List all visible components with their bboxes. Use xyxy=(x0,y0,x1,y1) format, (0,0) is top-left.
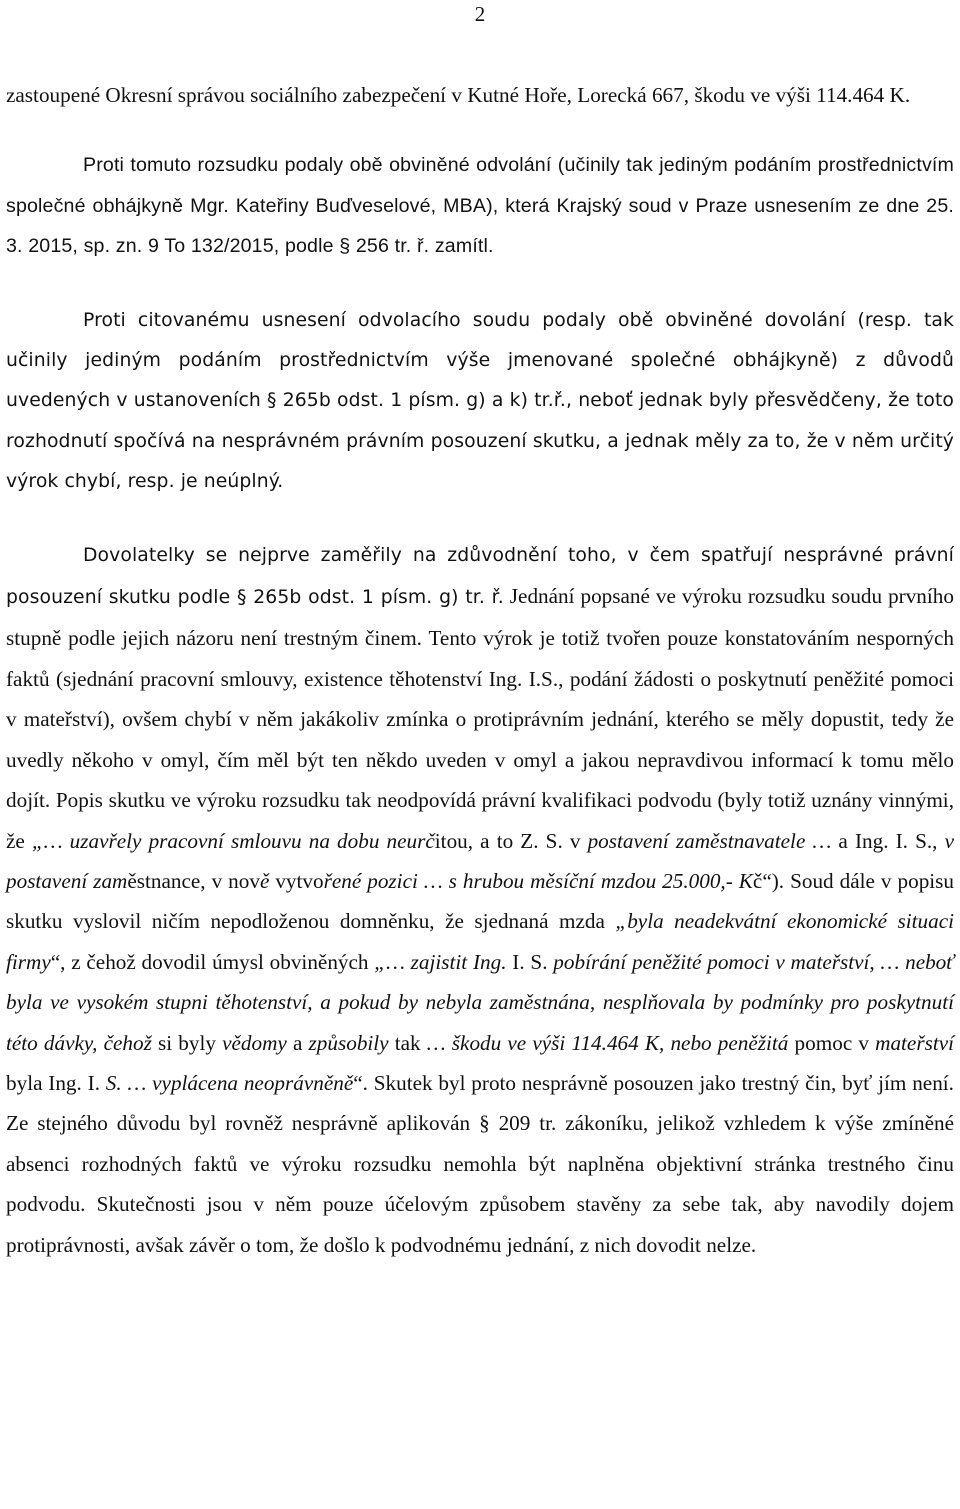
paragraph-4-text: pomoc v xyxy=(788,1030,876,1055)
page-number: 2 xyxy=(474,2,486,26)
paragraph-4-text: tak xyxy=(388,1030,427,1055)
paragraph-4-text: “, z čehož dovodil úmysl obviněných xyxy=(50,949,375,974)
quote-text: … škodu ve výši 114.464 K, nebo peněžitá xyxy=(426,1030,789,1055)
quote-text: „byla neadekvátní ekonomické situaci firmy xyxy=(6,909,954,974)
paragraph-4-text: č“ xyxy=(752,868,772,893)
paragraph-3: Proti citovanému usnesení odvolacího soudu podaly obě obviněné dovolání (resp. tak učinily jediným podáním prostřednictvím výše jmenované společné obhájkyně) z důvodů uvedených v ustanoveních § 265b odst. 1 písm. g) a k) tr.ř., neboť jednak byly přesvědčeny, že toto rozhodnutí spočívá na nesprávném právním posouzení skutku, a jednak měly za to, že v něm určitý výrok chybí, resp. je neúplný. xyxy=(6,309,954,493)
paragraph-4-text: Jednání popsané ve výroku rozsudku soudu prvního stupně podle jejich názoru není trestným činem. Tento výrok je totiž tvořen pouze konstatováním nesporných faktů (sjednání pracovní smlouvy, existence těhotenství Ing. I.S., podání žádosti o poskytnutí peněžité pomoci v mateřství), ovšem chybí v něm jakákoliv zmínka o protiprávním jednání, kterého se měly dopustit, tedy že uvedly někoho v omyl, čím měl být ten někdo uveden v omyl a jakou nepravdivou informací k tomu mělo dojít. Popis skutku ve výroku rozsudku tak neodpovídá právní kvalifikaci podvodu (byly totiž uznány vinnými, že xyxy=(6,584,954,853)
paragraph-4-text: byla Ing. I. xyxy=(6,1070,106,1095)
quote-text: mateřství xyxy=(875,1030,954,1055)
quote-text: „… uzavřely pracovní smlouvu na dobu neurč xyxy=(31,828,435,853)
quote-text: vědomy xyxy=(222,1030,287,1055)
paragraph-4-intro: Dovolatelky se nejprve zaměřily na zdůvodnění toho, v čem spatřují nesprávné právní posouzení skutku podle § 265b odst. 1 písm. g) tr. ř. xyxy=(6,544,954,609)
quote-text: S. … vyplácena neoprávněně xyxy=(105,1070,354,1095)
paragraph-4-text: “. Skutek byl proto nesprávně posouzen jako trestný čin, byť jím není. Ze stejného důvodu byl rovněž nesprávně aplikován § 209 tr. zákoníku, jelikož vzhledem k výše zmíněné absenci rozhodných faktů ve výroku rozsudku nemohla být naplněna objektivní stránka trestného činu podvodu. Skutečnosti jsou v něm pouze účelovým způsobem stavěny za sebe tak, aby navodily dojem protiprávnosti, avšak závěr o tom, že došlo k podvodnému jednání, z nich dovodit nelze. xyxy=(6,1070,954,1257)
quote-text: pobírání peněžité pomoci v mateřství, … neboť byla ve vysokém stupni těhotenství, a pokud by nebyla zaměstnána, nesplňovala by podmínky pro poskytnutí této dávky, čehož xyxy=(6,949,954,1055)
paragraph-4-text: ). Soud dále v popisu skutku vyslovil ničím nepodloženou domněnku, že sjednaná mzda xyxy=(6,868,955,934)
paragraph-4-text: a xyxy=(286,1030,309,1055)
paragraph-4-text: ěstnance, v nov xyxy=(127,868,260,893)
paragraph-2: Proti tomuto rozsudku podaly obě obviněné odvolání (učinily tak jediným podáním prostřednictvím společné obhájkyně Mgr. Kateřiny Buďveselové, MBA), která Krajský soud v Praze usnesením ze dne 25. 3. 2015, sp. zn. 9 To 132/2015, podle § 256 tr. ř. zamítl. xyxy=(6,154,954,258)
paragraph-1: zastoupené Okresní správou sociálního zabezpečení v Kutné Hoře, Lorecká 667, škodu ve výši 114.464 K. xyxy=(6,83,911,107)
quote-text: postavení zaměstnavatele … xyxy=(587,828,832,853)
quote-text: způsobily xyxy=(308,1030,389,1055)
paragraph-4-text: vytvo xyxy=(269,868,324,893)
quote-text: „… zajistit Ing. xyxy=(374,949,507,974)
paragraph-4-text: si byly xyxy=(151,1030,223,1055)
paragraph-4-text: itou, a to Z. S. v xyxy=(434,828,588,853)
quote-text: řené pozici … s hrubou měsíční mzdou 25.000,- K xyxy=(323,868,753,893)
paragraph-4 xyxy=(6,534,954,1265)
paragraph-4-text: a Ing. I. S., xyxy=(831,828,945,853)
paragraph-4-text: I. S. xyxy=(506,949,554,974)
quote-text: ě xyxy=(259,868,270,893)
quote-text: v postavení zam xyxy=(6,828,954,893)
document-body xyxy=(6,75,954,1265)
